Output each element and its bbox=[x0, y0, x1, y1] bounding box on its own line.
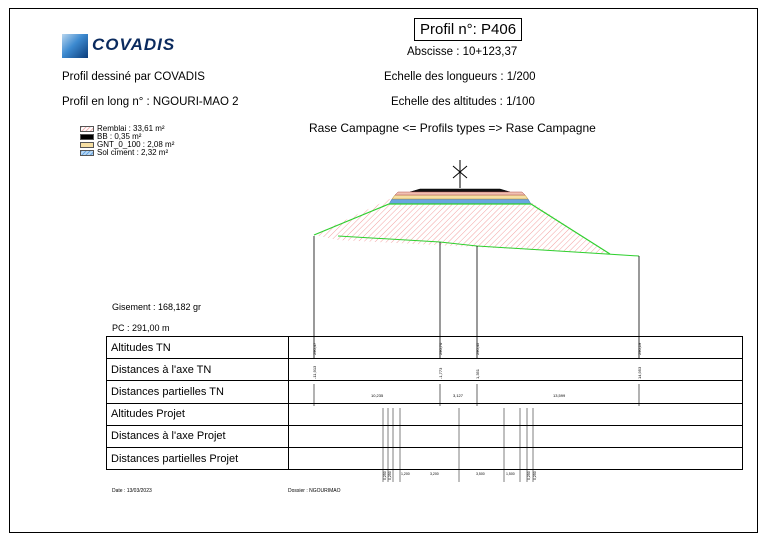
tn-altitude-value: 290,70 bbox=[438, 342, 443, 355]
tn-axis-distance-value: -1,773 bbox=[438, 367, 443, 379]
altitude-scale-label: Echelle des altitudes : 1/100 bbox=[391, 96, 535, 108]
date-label: Date : 13/03/2023 bbox=[112, 488, 152, 494]
length-scale-label: Echelle des longueurs : 1/200 bbox=[384, 71, 536, 83]
profile-types-label: Rase Campagne <= Profils types => Rase Campagne bbox=[309, 121, 596, 135]
project-partial-distance-value: 0,250 bbox=[388, 471, 392, 480]
project-partial-distance-value: 0,250 bbox=[527, 471, 531, 480]
row-label: Altitudes TN bbox=[107, 337, 289, 359]
dossier-label: Dossier : NGOURIMAO bbox=[288, 488, 341, 494]
pc-label: PC : 291,00 m bbox=[112, 323, 170, 333]
project-partial-distance-value: 0,250 bbox=[383, 471, 387, 480]
drawn-by-label: Profil dessiné par COVADIS bbox=[62, 71, 205, 83]
abscissa-label: Abscisse : 10+123,37 bbox=[407, 46, 518, 58]
project-partial-distance-value: 3,200 bbox=[430, 472, 439, 476]
row-label: Distances à l'axe TN bbox=[107, 359, 289, 381]
tn-partial-distance-value: 10,235 bbox=[371, 393, 384, 398]
tn-axis-distance-value: 1,351 bbox=[475, 368, 480, 379]
project-partial-distance-value: 1,200 bbox=[401, 472, 410, 476]
tn-axis-distance-value: -11,913 bbox=[312, 365, 317, 379]
tn-altitude-value: 290,19 bbox=[637, 342, 642, 355]
logo-text: COVADIS bbox=[92, 35, 176, 54]
tn-partial-distance-value: 13,599 bbox=[553, 393, 566, 398]
tn-altitude-value: 290,45 bbox=[475, 342, 480, 355]
tn-axis-distance-value: 14,953 bbox=[637, 366, 642, 379]
row-label: Distances partielles TN bbox=[107, 381, 289, 403]
legend-label: Sol ciment : 2,32 m² bbox=[97, 148, 169, 157]
profile-title: Profil n°: P406 bbox=[414, 18, 522, 41]
legend-label: BB : 0,35 m² bbox=[97, 132, 142, 141]
row-label: Distances à l'axe Projet bbox=[107, 425, 289, 447]
row-label: Altitudes Projet bbox=[107, 403, 289, 425]
row-label: Distances partielles Projet bbox=[107, 447, 289, 469]
legend-label: GNT_0_100 : 2,08 m² bbox=[97, 140, 175, 149]
tn-altitude-value: 290,47 bbox=[312, 342, 317, 355]
project-partial-distance-value: 0,250 bbox=[533, 471, 537, 480]
project-partial-distance-value: 1,500 bbox=[506, 472, 515, 476]
legend-label: Remblai : 33,61 m² bbox=[97, 124, 165, 133]
long-profile-label: Profil en long n° : NGOURI-MAO 2 bbox=[62, 96, 239, 108]
tn-partial-distance-value: 3,127 bbox=[453, 393, 464, 398]
gisement-label: Gisement : 168,182 gr bbox=[112, 302, 202, 312]
project-partial-distance-value: 3,500 bbox=[476, 472, 485, 476]
